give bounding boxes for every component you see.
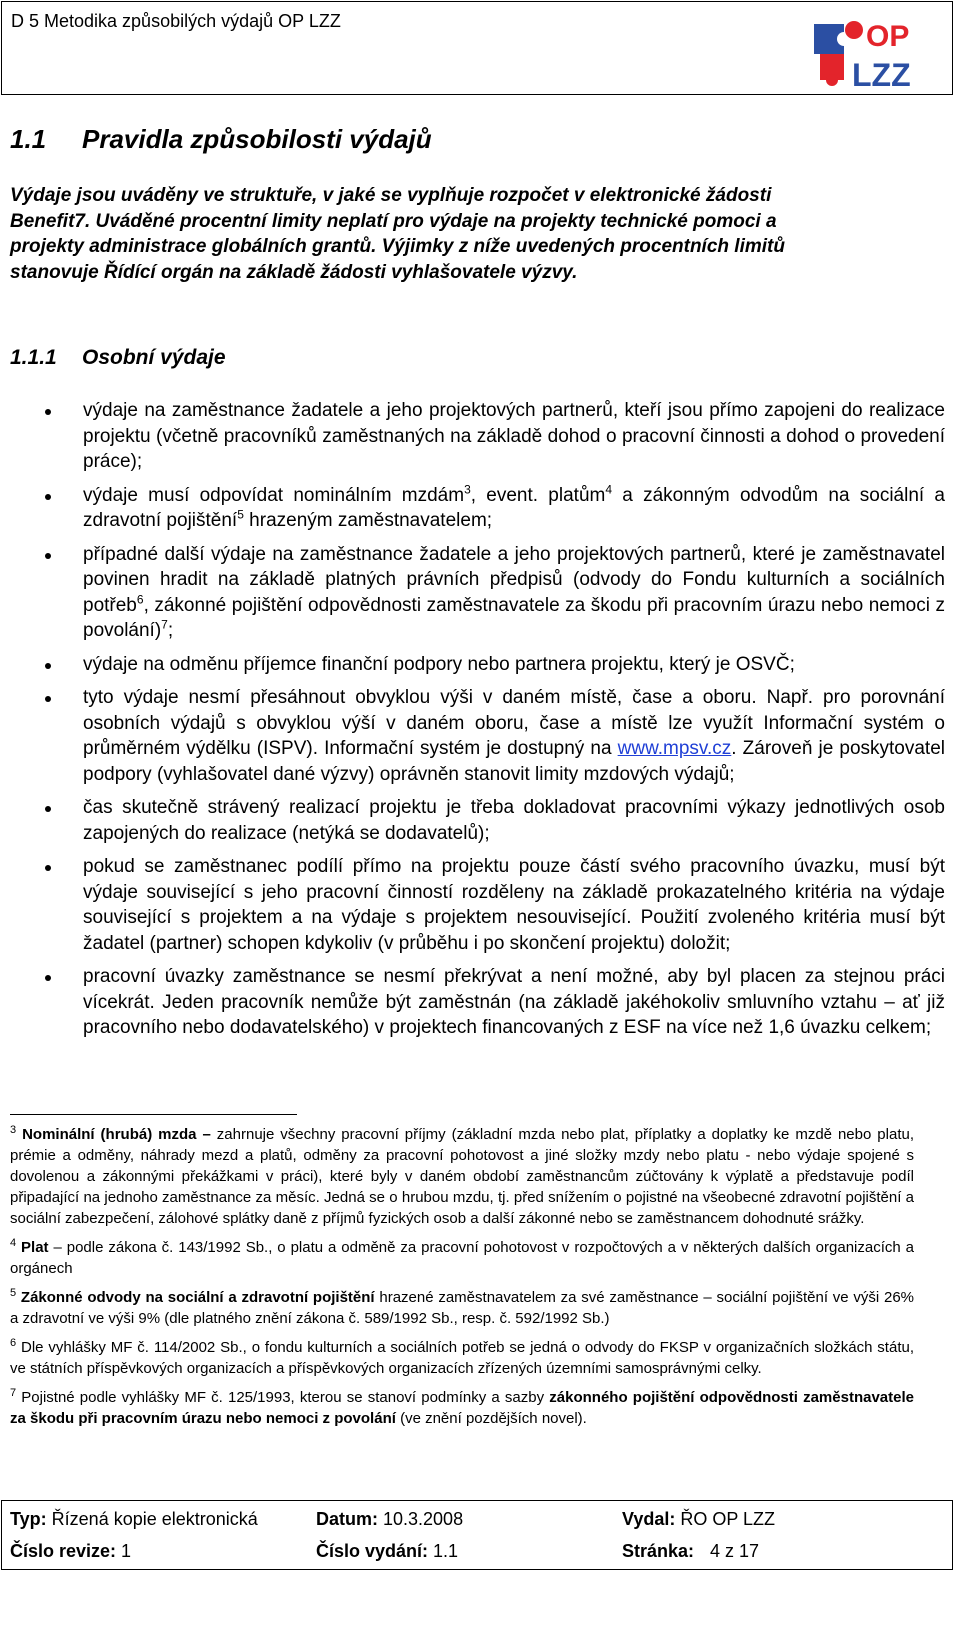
footnote-ref[interactable]: 4 (605, 482, 613, 497)
footnote-6: $^6$ Dle vyhlášky MF č. 114/2002 Sb., o fondu kulturních a sociálních potřeb se jedná o odvody do FKSP v organizačních složkách státu, ve státních příspěvkových organizacích a příspěvkových organizacích zřízených územními samosprávnými celky. (10, 1337, 914, 1377)
bullet-icon (45, 806, 51, 812)
footnotes (10, 1124, 914, 1437)
footer-vydani: Číslo vydání: 1.1 (316, 1541, 459, 1561)
section-heading (10, 124, 432, 155)
footnote-ref[interactable]: 5 (237, 507, 244, 522)
section-number: 1.1 (10, 124, 47, 154)
bullet-icon (45, 975, 51, 981)
intro-line: projekty administrace globálních grantů. Výjimky z níže uvedených procentních limitů (10, 236, 785, 257)
bullet-icon (45, 494, 51, 500)
list-item: pracovní úvazky zaměstnance se nesmí překrývat a není možné, aby byl placen za stejnou práci vícekrát. Jeden pracovník nemůže být zaměstnán (na základě jakéhokoliv smluvního vztahu – ať již pracovního nebo dodavatelského) v projektech financovaných z ESF na více než 1,6 úvazku celkem; (0, 964, 945, 1041)
footnote-ref[interactable]: 3 (464, 482, 471, 497)
intro-line: stanovuje Řídící orgán na základě žádosti vyhlašovatele výzvy. (10, 261, 578, 283)
footnote-divider (10, 1114, 297, 1115)
mpsv-link[interactable]: www.mpsv.cz (617, 738, 732, 759)
footnote-4: $^4$ Plat – podle zákona č. 143/1992 Sb., o platu a odměně za pracovní pohotovost v rozpočtových a v některých dalších organizacích a orgánech (10, 1237, 914, 1277)
footnote-7: $^7$ Pojistné podle vyhlášky MF č. 125/1993, kterou se stanoví podmínky a sazby zákonného pojištění odpovědnosti zaměstnavatele za škodu při pracovním úrazu nebo nemoci z povolání (ve znění pozdějších novel). (10, 1387, 914, 1427)
svg-text:LZZ: LZZ (852, 57, 911, 90)
page-header (1, 1, 953, 95)
bullet-icon (45, 865, 51, 871)
list-item: výdaje na zaměstnance žadatele a jeho projektových partnerů, kteří jsou přímo zapojeni do realizace projektu (včetně pracovníků zaměstnaných na základě dohod o pracovní činnosti a dohod o provedení práce); (0, 398, 945, 475)
footer-vydal: Vydal: ŘO OP LZZ (622, 1509, 776, 1529)
list-item: čas skutečně strávený realizací projektu je třeba dokladovat pracovními výkazy jednotlivých osob zapojených do realizace (netýká se dodavatelů); (0, 795, 945, 846)
intro-line: Výdaje jsou uváděny ve struktuře, v jaké se vyplňuje rozpočet v elektronické žádosti (10, 185, 772, 206)
bullet-icon (45, 409, 51, 415)
footer-revize: Číslo revize: 1 (10, 1541, 132, 1561)
section-title: Pravidla způsobilosti výdajů (82, 124, 432, 154)
footer-typ: Typ: Řízená kopie elektronická (10, 1509, 258, 1529)
footer-datum: Datum: 10.3.2008 (316, 1509, 464, 1529)
footer-stranka: Stránka: 4 z 17 (622, 1541, 760, 1561)
list-item: případné další výdaje na zaměstnance žadatele a jeho projektových partnerů, které je zaměstnavatel povinen hradit na základě platných právních předpisů (odvody do Fondu kulturních a sociálních potřeb$^6$, zákonné pojištění odpovědnosti zaměstnavatele za škodu při pracovním úrazu nebo nemoci z povolání)$^7$; (0, 542, 945, 644)
list-item: pokud se zaměstnanec podílí přímo na projektu pouze částí svého pracovního úvazku, musí být výdaje související s jeho pracovní činností rozděleny na základě prokazatelného kritéria na výdaje související s projektem a na výdaje s projektem nesouvisející. Použití zvoleného kritéria musí být žadatel (partner) schopen kdykoliv (v průběhu i po skončení projektu) doložit; (0, 854, 945, 956)
subsection-number: 1.1.1 (10, 346, 57, 369)
intro-paragraph (10, 183, 948, 285)
footnote-3: $^3$ Nominální (hrubá) mzda – zahrnuje všechny pracovní příjmy (základní mzda nebo plat, příplatky a doplatky ke mzdě nebo platu, prémie a odměny, náhrady mezd a platů, odměny za pracovní pohotovost a jiné složky mzdy nebo platu - nebo výdaje spojené s dovolenou a zákonnými překážkami v práci), které byly v daném období zaměstnancům zúčtovány k výplatě a představuje podíl připadající na jednoho zaměstnance za měsíc. Jedná se o hrubou mzdu, tj. před snížením o pojistné na všeobecné zdravotní pojištění a sociální zabezpečení, zálohové splátky daně z příjmů fyzických osob a další zákonné nebo se zaměstnancem dohodnuté srážky. (10, 1124, 914, 1227)
subsection-heading (10, 346, 226, 370)
footnote-5: $^5$ Zákonné odvody na sociální a zdravotní pojištění hrazené zaměstnavatelem za své zaměstnance – sociální pojištění ve výši 26% a zdravotní ve výši 9% (dle platného znění zákona č. 589/1992 Sb., resp. č. 592/1992 Sb.) (10, 1287, 915, 1327)
bullet-icon (45, 663, 51, 669)
bullet-list (0, 398, 960, 1049)
intro-line: Benefit7. Uváděné procentní limity neplatí pro výdaje na projekty technické pomoci a (10, 210, 777, 232)
subsection-title: Osobní výdaje (82, 346, 226, 369)
list-item: tyto výdaje nesmí přesáhnout obvyklou výši v daném místě, čase a oboru. Např. pro porovnání osobních výdajů s obvyklou výší v daném oboru, čase a místě lze využít Informační systém o průměrném výdělku (ISPV). Informační systém je dostupný na www.mpsv.cz. Zároveň je poskytovatel podpory (vyhlašovatel dané výzvy) oprávněn stanovit limity mzdových výdajů; (0, 685, 945, 787)
op-lzz-logo (814, 16, 926, 90)
list-item: výdaje musí odpovídat nominálním mzdám$^3$, event. platům$^4$ a zákonným odvodům na sociální a zdravotní pojištění$^5$ hrazeným zaměstnavatelem; (0, 483, 945, 534)
svg-text:OP: OP (866, 20, 910, 53)
page-footer (1, 1500, 953, 1570)
bullet-icon (45, 553, 51, 559)
document-title: D 5 Metodika způsobilých výdajů OP LZZ (11, 11, 341, 31)
bullet-icon (45, 696, 51, 702)
footnote-ref[interactable]: 6 (136, 592, 144, 607)
footnote-ref[interactable]: 7 (161, 617, 168, 632)
list-item: výdaje na odměnu příjemce finanční podpory nebo partnera projektu, který je OSVČ; (0, 652, 945, 678)
